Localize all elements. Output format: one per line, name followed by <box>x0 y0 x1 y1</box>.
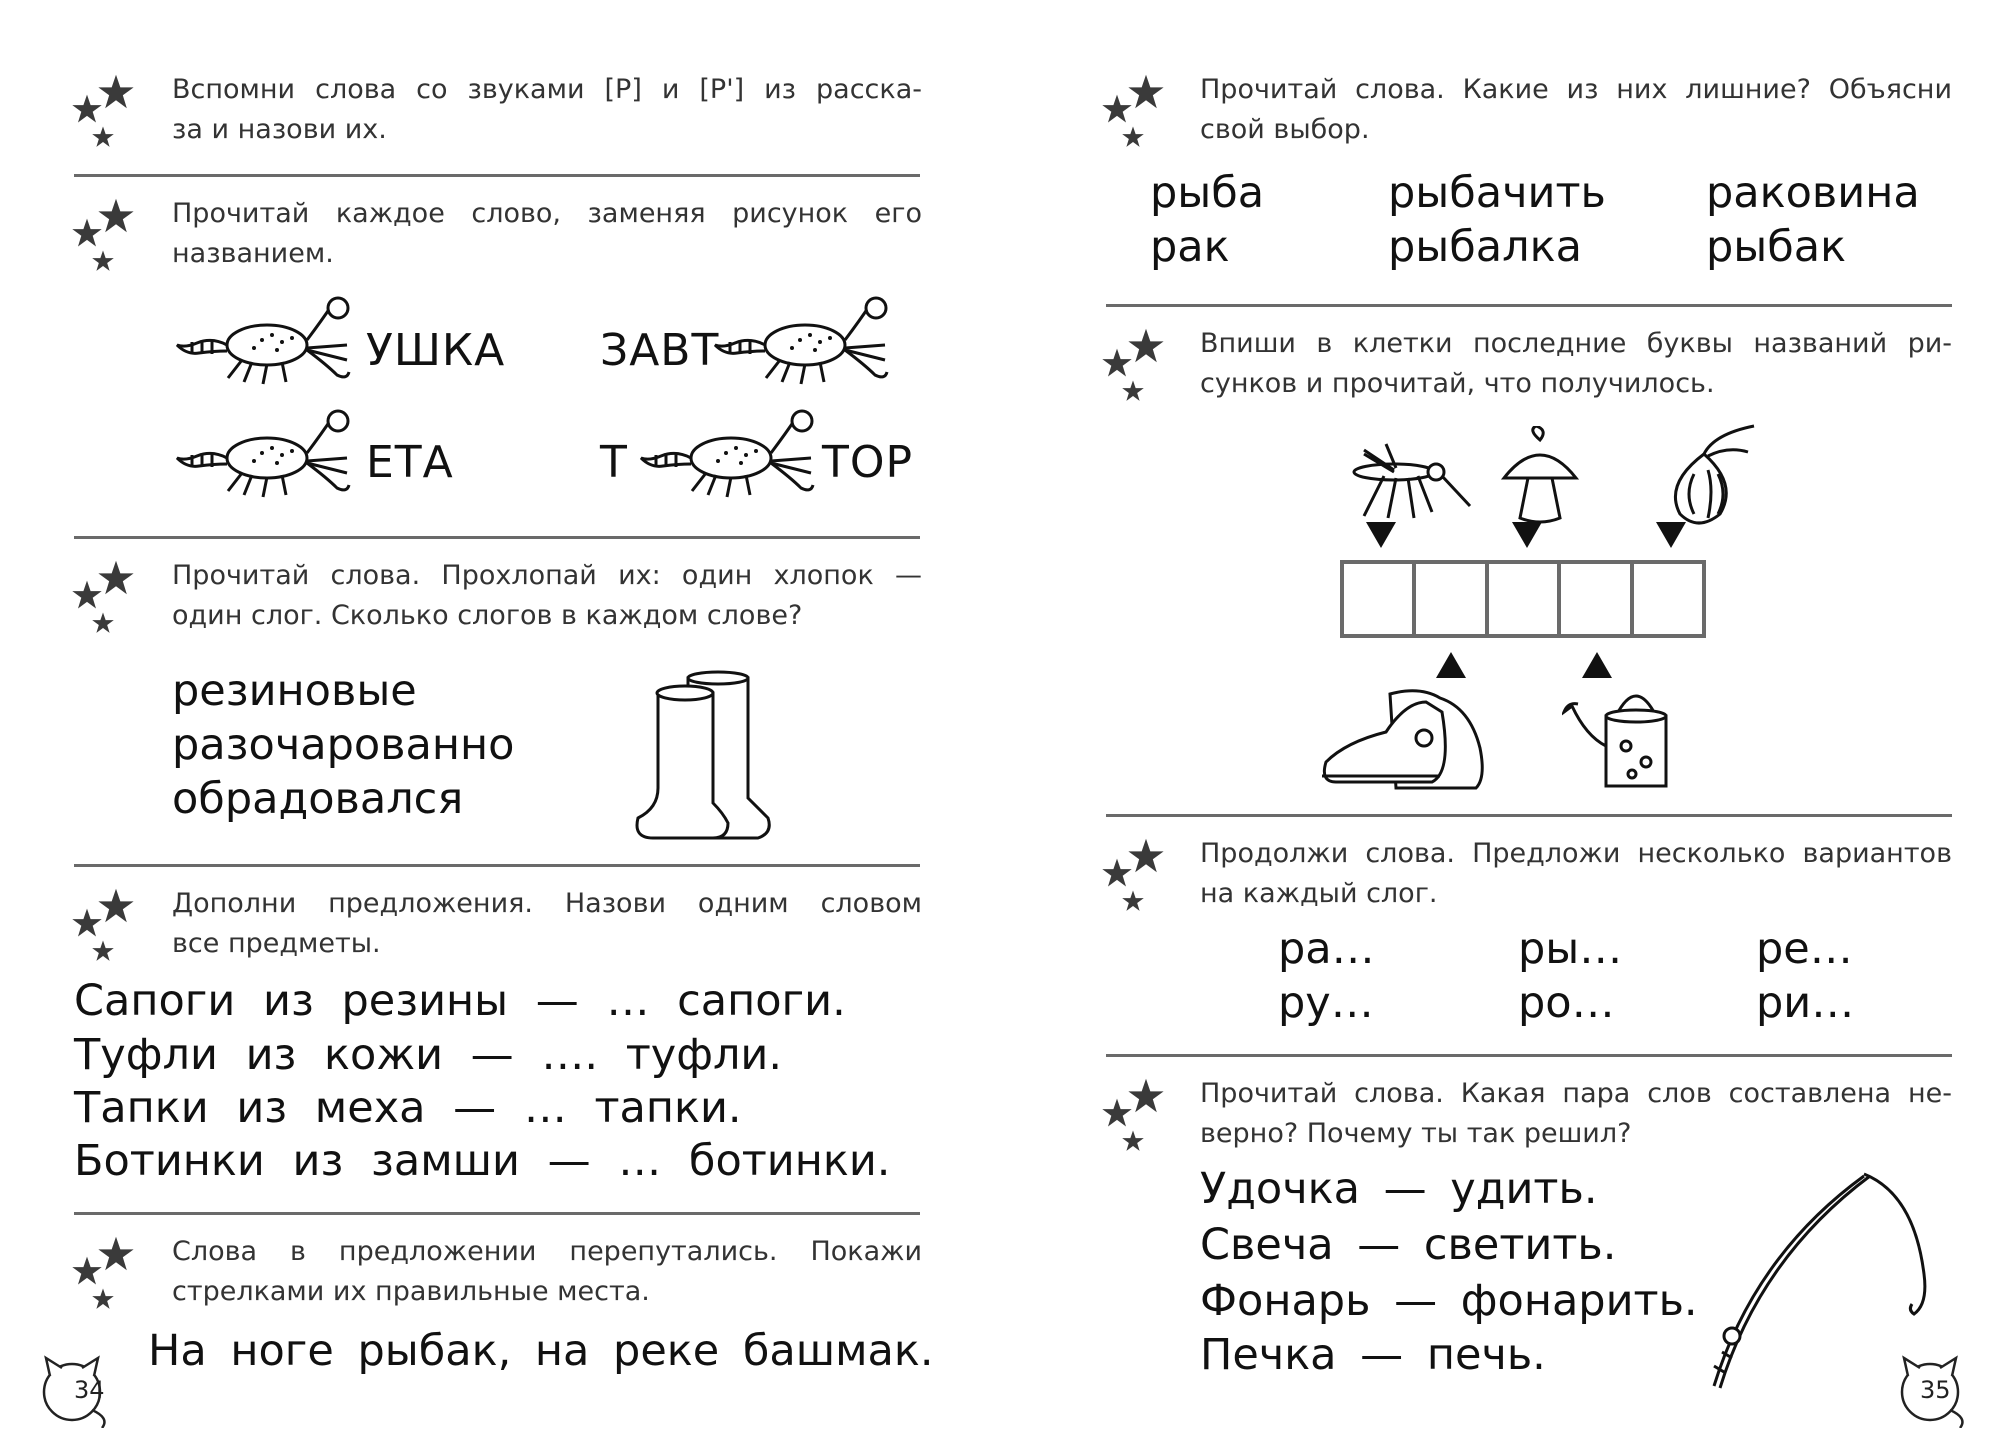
star-cluster-icon <box>1100 326 1170 406</box>
onion-icon <box>1664 424 1764 534</box>
star-cluster-icon <box>70 1234 140 1314</box>
task-instruction: Продолжи слова. Предложи несколько вариантов на каждый слог. <box>1200 838 1952 909</box>
rebus-word: ЕТА <box>366 437 454 488</box>
arrow-down-icon <box>1512 522 1542 548</box>
sneaker-icon <box>1320 684 1490 794</box>
task-instruction: Дополни предложения. Назови одним словом все предметы. <box>172 888 922 959</box>
word: рак <box>1150 222 1230 272</box>
word: рыбалка <box>1388 222 1582 272</box>
syllable: ре… <box>1756 924 1853 974</box>
sentence: Ботинки из замши — … ботинки. <box>74 1136 891 1186</box>
crayfish-icon <box>172 290 352 390</box>
rebus-word: ТОР <box>822 437 914 488</box>
task-instruction: Прочитай слова. Какая пара слов составлена не- верно? Почему ты так решил? <box>1200 1078 1952 1149</box>
word: обрадовался <box>172 774 464 824</box>
letter-cell[interactable] <box>1561 564 1633 634</box>
star-cluster-icon <box>70 72 140 152</box>
mushroom-icon <box>1500 426 1580 526</box>
divider <box>74 174 920 177</box>
arrow-up-icon <box>1436 652 1466 678</box>
divider <box>74 1212 920 1215</box>
word: рыбачить <box>1388 168 1606 218</box>
syllable: ри… <box>1756 978 1855 1028</box>
task-instruction: Слова в предложении перепутались. Покажи стрелками их правильные места. <box>172 1236 922 1307</box>
star-cluster-icon <box>70 558 140 638</box>
word: рыбак <box>1706 222 1847 272</box>
sentence: Туфли из кожи — …. туфли. <box>74 1030 783 1080</box>
syllable: ры… <box>1518 924 1623 974</box>
page-number: 34 <box>74 1376 105 1404</box>
word-pair: Удочка — удить. <box>1200 1164 1598 1214</box>
letter-cell[interactable] <box>1416 564 1488 634</box>
divider <box>74 864 920 867</box>
arrow-down-icon <box>1366 522 1396 548</box>
task-instruction: Прочитай каждое слово, заменяя рисунок его названием. <box>172 198 922 269</box>
rebus-word: ЗАВТ <box>600 325 720 376</box>
letter-cells <box>1340 560 1706 638</box>
crayfish-icon <box>710 290 890 390</box>
arrow-down-icon <box>1656 522 1686 548</box>
syllable: ра… <box>1278 924 1375 974</box>
word: разочарованно <box>172 720 515 770</box>
letter-cell[interactable] <box>1489 564 1561 634</box>
sentence: Сапоги из резины — … сапоги. <box>74 976 846 1026</box>
star-cluster-icon <box>70 886 140 966</box>
word-pair: Свеча — светить. <box>1200 1220 1617 1270</box>
letter-cell[interactable] <box>1634 564 1702 634</box>
watering-can-icon <box>1562 676 1682 796</box>
word-pair: Фонарь — фонарить. <box>1200 1276 1698 1326</box>
sentence: На ноге рыбак, на реке башмак. <box>148 1326 934 1376</box>
divider <box>74 536 920 539</box>
divider <box>1106 304 1952 307</box>
task-instruction: Впиши в клетки последние буквы названий ри- сунков и прочитай, что получилось. <box>1200 328 1952 399</box>
syllable: ру… <box>1278 978 1374 1028</box>
arrow-up-icon <box>1582 652 1612 678</box>
page-number: 35 <box>1920 1376 1951 1404</box>
crayfish-icon <box>172 403 352 503</box>
syllable: ро… <box>1518 978 1615 1028</box>
word: раковина <box>1706 168 1920 218</box>
mosquito-icon <box>1334 440 1474 520</box>
word: резиновые <box>172 666 417 716</box>
rebus-word: Т <box>600 437 628 488</box>
star-cluster-icon <box>70 196 140 276</box>
word: рыба <box>1150 168 1265 218</box>
divider <box>1106 1054 1952 1057</box>
star-cluster-icon <box>1100 836 1170 916</box>
task-instruction: Прочитай слова. Прохлопай их: один хлопок — один слог. Сколько слогов в каждом слове? <box>172 560 922 631</box>
boots-icon <box>628 668 788 848</box>
crayfish-icon <box>636 403 816 503</box>
task-instruction: Вспомни слова со звуками [Р] и [Р'] из расска- за и назови их. <box>172 74 922 145</box>
star-cluster-icon <box>1100 72 1170 152</box>
sentence: Тапки из меха — … тапки. <box>74 1083 742 1133</box>
task-instruction: Прочитай слова. Какие из них лишние? Объясни свой выбор. <box>1200 74 1952 145</box>
rebus-word: УШКА <box>366 325 506 376</box>
divider <box>1106 814 1952 817</box>
star-cluster-icon <box>1100 1076 1170 1156</box>
word-pair: Печка — печь. <box>1200 1330 1546 1380</box>
letter-cell[interactable] <box>1344 564 1416 634</box>
